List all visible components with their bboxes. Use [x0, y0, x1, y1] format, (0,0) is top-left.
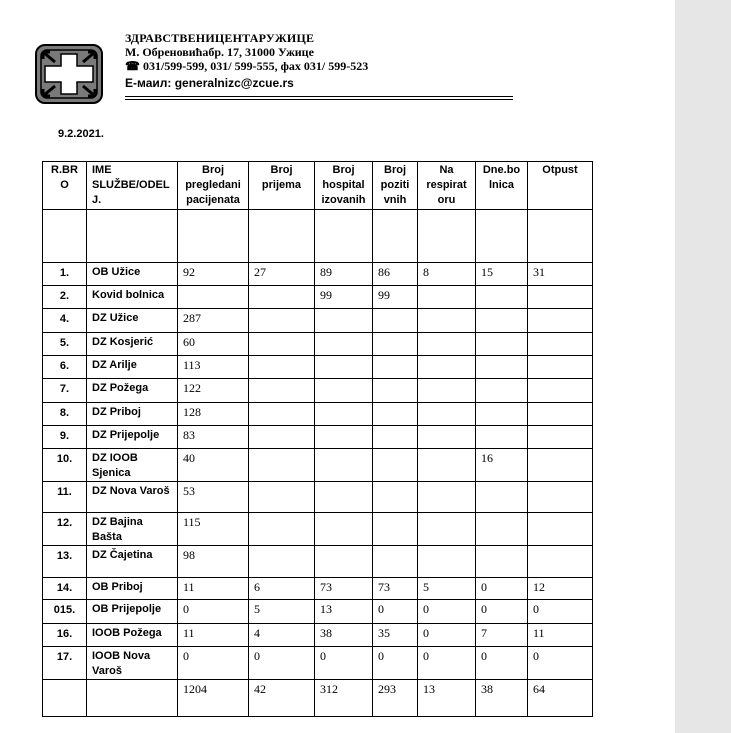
cell-poz	[373, 333, 418, 356]
cell-prijema	[249, 482, 315, 513]
table-row	[43, 513, 593, 546]
cell-resp	[418, 379, 476, 403]
cell-resp: 0	[418, 647, 476, 680]
cell-prijema	[249, 379, 315, 403]
cell-otpust	[528, 356, 593, 379]
cell-hosp	[315, 356, 373, 379]
row-number: 16.	[43, 624, 87, 647]
table-row	[43, 449, 593, 482]
cell-pregledani: 11	[178, 578, 249, 600]
cell-prijema	[249, 546, 315, 578]
cell-otpust	[528, 546, 593, 578]
row-number	[43, 680, 87, 717]
cell-hosp: 99	[315, 286, 373, 309]
cell-dnev	[476, 546, 528, 578]
table-row	[43, 309, 593, 333]
table-header-row	[43, 162, 593, 210]
table-row	[43, 403, 593, 426]
cell-poz	[373, 513, 418, 546]
cell-hosp: 0	[315, 647, 373, 680]
cell-resp: 8	[418, 263, 476, 286]
cell-poz	[373, 426, 418, 449]
cell-pregledani: 83	[178, 426, 249, 449]
cell-poz: 73	[373, 578, 418, 600]
cell-poz: 293	[373, 680, 418, 717]
row-number: 13.	[43, 546, 87, 578]
cell-hosp: 312	[315, 680, 373, 717]
row-number: 1.	[43, 263, 87, 286]
cell-hosp	[315, 403, 373, 426]
col-header-otpust: Otpust	[528, 162, 593, 210]
service-name: OB Priboj	[87, 578, 178, 600]
cell-otpust	[528, 379, 593, 403]
row-number: 10.	[43, 449, 87, 482]
table-row	[43, 356, 593, 379]
phone-text: 031/599-599, 031/ 599-555, фах 031/ 599-523	[142, 59, 369, 73]
service-name: Kovid bolnica	[87, 286, 178, 309]
row-number: 17.	[43, 647, 87, 680]
cell-otpust: 11	[528, 624, 593, 647]
col-header-dnevna-bolnica: Dne.bo lnica	[476, 162, 528, 210]
col-header-pozitivnih: Broj poziti vnih	[373, 162, 418, 210]
cell-prijema: 0	[249, 647, 315, 680]
letterhead	[125, 31, 368, 90]
cell-pregledani: 115	[178, 513, 249, 546]
service-name: DZ Požega	[87, 379, 178, 403]
cell-hosp: 89	[315, 263, 373, 286]
cell-resp	[418, 449, 476, 482]
col-header-pregledani: Broj pregledani pacijenata	[178, 162, 249, 210]
table-row	[43, 333, 593, 356]
row-number: 6.	[43, 356, 87, 379]
cell-pregledani: 40	[178, 449, 249, 482]
table-row	[43, 482, 593, 513]
cell-prijema: 4	[249, 624, 315, 647]
service-name: DZ Priboj	[87, 403, 178, 426]
cell-poz: 99	[373, 286, 418, 309]
cell-prijema	[249, 309, 315, 333]
row-number: 7.	[43, 379, 87, 403]
cell-pregledani: 92	[178, 263, 249, 286]
cell-prijema	[249, 513, 315, 546]
row-number: 11.	[43, 482, 87, 513]
col-header-ime: IME SLUŽBE/ODEL J.	[87, 162, 178, 210]
row-number: 5.	[43, 333, 87, 356]
row-number: 8.	[43, 403, 87, 426]
document-date: 9.2.2021.	[58, 128, 104, 140]
page-margin-area	[675, 0, 731, 733]
cell-resp	[418, 426, 476, 449]
row-number: 4.	[43, 309, 87, 333]
cell-prijema	[249, 286, 315, 309]
cell-resp: 0	[418, 600, 476, 624]
telephone-icon: ☎	[125, 59, 143, 73]
col-header-rbr: R.BR O	[43, 162, 87, 210]
cell-poz: 35	[373, 624, 418, 647]
service-name: DZ Čajetina	[87, 546, 178, 578]
cell-dnev: 38	[476, 680, 528, 717]
cell-hosp	[315, 379, 373, 403]
cell-prijema	[249, 449, 315, 482]
cell-prijema: 5	[249, 600, 315, 624]
cell-hosp	[315, 513, 373, 546]
cell-otpust: 31	[528, 263, 593, 286]
cell-resp: 5	[418, 578, 476, 600]
organization-phone	[125, 59, 368, 73]
cell-resp	[418, 403, 476, 426]
table-row	[43, 600, 593, 624]
table-row	[43, 426, 593, 449]
cell-dnev: 0	[476, 647, 528, 680]
cell-otpust: 64	[528, 680, 593, 717]
service-name: IOOB Nova Varoš	[87, 647, 178, 680]
cell-hosp	[315, 333, 373, 356]
medical-cross-arrows-logo	[35, 44, 103, 104]
cell-pregledani: 0	[178, 600, 249, 624]
cell-dnev	[476, 426, 528, 449]
cell-poz	[373, 356, 418, 379]
cell-pregledani: 98	[178, 546, 249, 578]
cell-pregledani: 0	[178, 647, 249, 680]
row-number: 2.	[43, 286, 87, 309]
cell-otpust: 12	[528, 578, 593, 600]
cell-otpust	[528, 403, 593, 426]
cell-otpust	[528, 449, 593, 482]
cell-poz	[373, 309, 418, 333]
cell-resp: 0	[418, 624, 476, 647]
report-table	[42, 161, 593, 717]
cell-pregledani: 60	[178, 333, 249, 356]
service-name: OB Užice	[87, 263, 178, 286]
col-header-respirator: Na respirat oru	[418, 162, 476, 210]
cell-dnev	[476, 356, 528, 379]
cell-otpust	[528, 513, 593, 546]
cell-dnev: 15	[476, 263, 528, 286]
row-number: 14.	[43, 578, 87, 600]
service-name: DZ Arilje	[87, 356, 178, 379]
service-name: DZ Prijepolje	[87, 426, 178, 449]
cell-prijema: 6	[249, 578, 315, 600]
cell-poz: 0	[373, 600, 418, 624]
cell-poz	[373, 449, 418, 482]
cell-prijema	[249, 333, 315, 356]
cell-hosp: 13	[315, 600, 373, 624]
cell-dnev	[476, 333, 528, 356]
table-blank-row	[43, 210, 593, 263]
cell-poz	[373, 482, 418, 513]
service-name: IOOB Požega	[87, 624, 178, 647]
organization-email: Е-маил: generalnizc@zcue.rs	[125, 76, 294, 90]
header-divider-double	[125, 99, 513, 100]
cell-otpust: 0	[528, 600, 593, 624]
cell-otpust	[528, 286, 593, 309]
service-name: DZ Nova Varoš	[87, 482, 178, 513]
cell-prijema	[249, 356, 315, 379]
cell-pregledani: 1204	[178, 680, 249, 717]
cell-dnev	[476, 513, 528, 546]
organization-address: М. Обреновићабр. 17, 31000 Ужице	[125, 45, 314, 59]
cell-pregledani: 287	[178, 309, 249, 333]
table-totals-row	[43, 680, 593, 717]
cell-prijema: 42	[249, 680, 315, 717]
cell-hosp	[315, 546, 373, 578]
col-header-hospitalizovanih: Broj hospital izovanih	[315, 162, 373, 210]
col-header-prijema: Broj prijema	[249, 162, 315, 210]
cell-pregledani	[178, 286, 249, 309]
row-number: 015.	[43, 600, 87, 624]
cell-dnev	[476, 379, 528, 403]
cell-hosp	[315, 482, 373, 513]
cell-dnev	[476, 309, 528, 333]
cell-pregledani: 122	[178, 379, 249, 403]
cell-resp	[418, 309, 476, 333]
table-row	[43, 647, 593, 680]
cell-pregledani: 53	[178, 482, 249, 513]
cell-dnev	[476, 482, 528, 513]
cell-dnev: 7	[476, 624, 528, 647]
service-name: DZ Užice	[87, 309, 178, 333]
cell-dnev: 0	[476, 578, 528, 600]
cell-otpust	[528, 309, 593, 333]
cell-poz	[373, 546, 418, 578]
cell-hosp	[315, 309, 373, 333]
service-name	[87, 680, 178, 717]
table-row	[43, 286, 593, 309]
cell-resp	[418, 356, 476, 379]
cell-otpust	[528, 426, 593, 449]
row-number: 12.	[43, 513, 87, 546]
cell-otpust: 0	[528, 647, 593, 680]
cell-resp	[418, 482, 476, 513]
cell-dnev	[476, 286, 528, 309]
service-name: DZ IOOB Sjenica	[87, 449, 178, 482]
cell-poz	[373, 379, 418, 403]
service-name: OB Prijepolje	[87, 600, 178, 624]
table-row	[43, 546, 593, 578]
cell-dnev: 0	[476, 600, 528, 624]
cell-otpust	[528, 333, 593, 356]
cell-pregledani: 113	[178, 356, 249, 379]
cell-resp	[418, 546, 476, 578]
cell-otpust	[528, 482, 593, 513]
cell-hosp: 73	[315, 578, 373, 600]
cell-poz: 86	[373, 263, 418, 286]
cell-pregledani: 11	[178, 624, 249, 647]
table-row	[43, 624, 593, 647]
cell-resp	[418, 286, 476, 309]
cell-hosp	[315, 426, 373, 449]
cell-poz: 0	[373, 647, 418, 680]
header-divider	[125, 96, 513, 97]
cell-prijema	[249, 403, 315, 426]
cell-resp	[418, 513, 476, 546]
cell-prijema: 27	[249, 263, 315, 286]
cell-poz	[373, 403, 418, 426]
table-row	[43, 578, 593, 600]
service-name: DZ Bajina Bašta	[87, 513, 178, 546]
service-name: DZ Kosjerić	[87, 333, 178, 356]
cell-resp: 13	[418, 680, 476, 717]
organization-name: ЗДРАВСТВЕНИЦЕНТАРУЖИЦЕ	[125, 31, 315, 45]
table-row	[43, 263, 593, 286]
cell-hosp	[315, 449, 373, 482]
table-row	[43, 379, 593, 403]
cell-pregledani: 128	[178, 403, 249, 426]
cell-dnev: 16	[476, 449, 528, 482]
cell-prijema	[249, 426, 315, 449]
cell-resp	[418, 333, 476, 356]
cell-hosp: 38	[315, 624, 373, 647]
cell-dnev	[476, 403, 528, 426]
row-number: 9.	[43, 426, 87, 449]
